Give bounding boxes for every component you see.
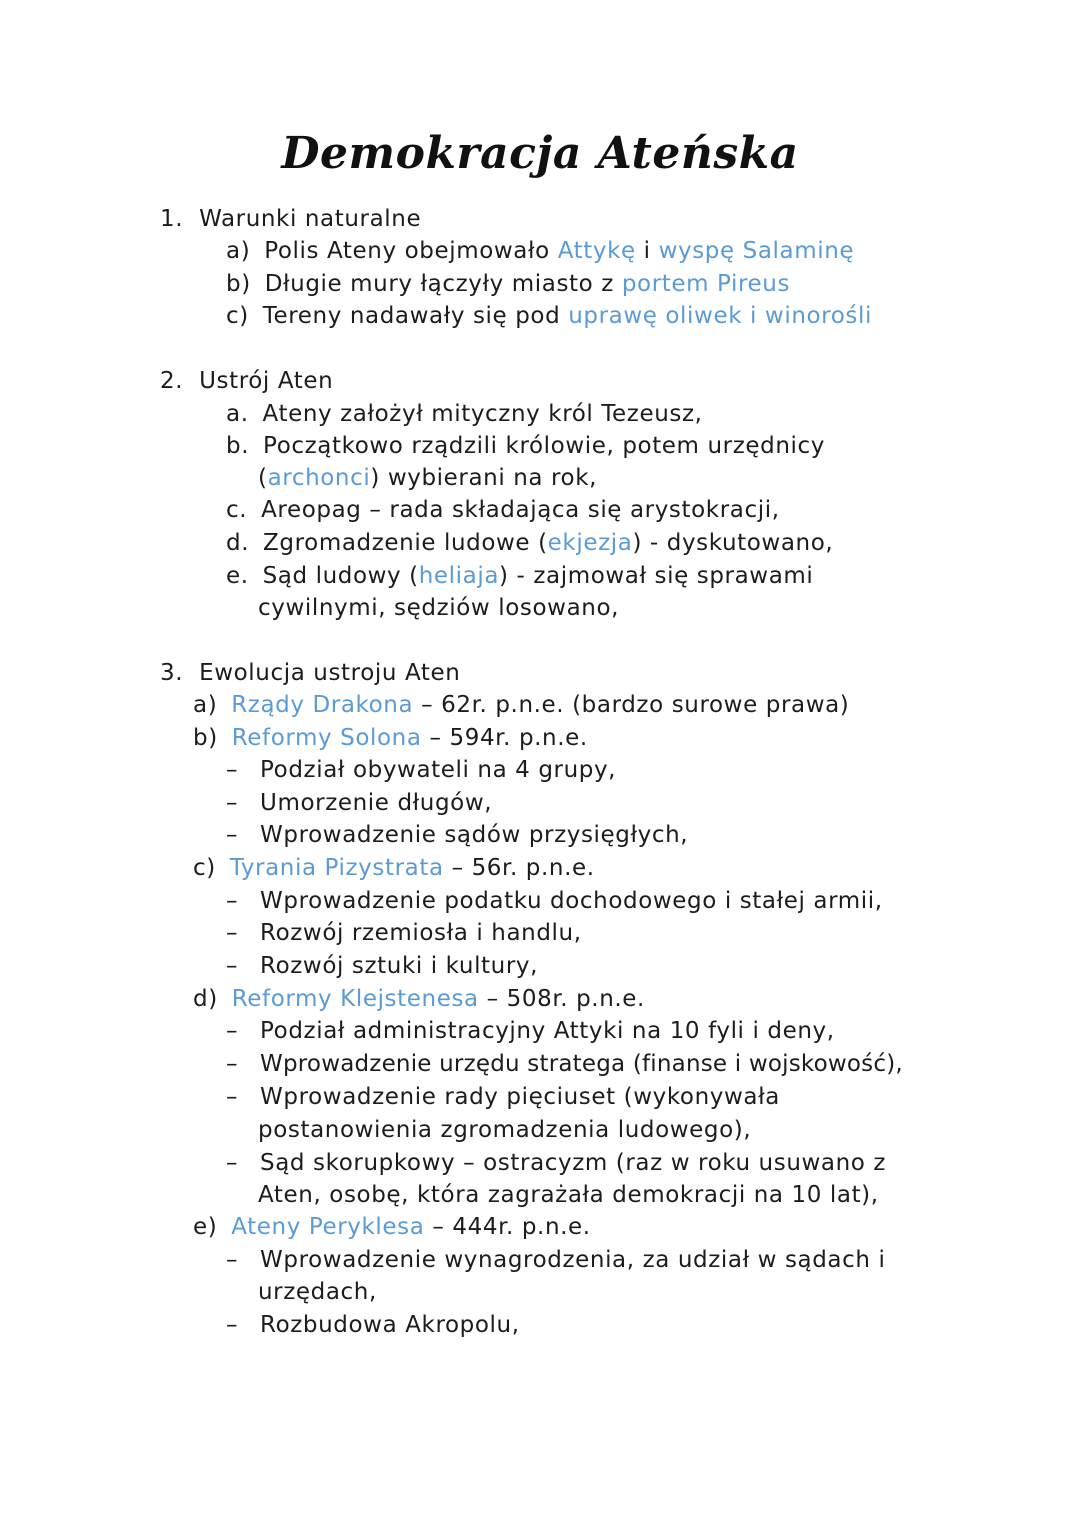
- bullet-point: [226, 1147, 886, 1179]
- item-text: Długie mury łączyły miasto z: [264, 271, 622, 297]
- section-3-heading: [160, 657, 460, 689]
- bullet-point: [226, 1309, 520, 1341]
- item-marker: c): [193, 855, 216, 881]
- item-text: Zgromadzenie ludowe (: [263, 530, 548, 556]
- bullet-point: [226, 1244, 885, 1276]
- point-text: Wprowadzenie podatku dochodowego i stałej armii,: [260, 888, 883, 914]
- highlight-term: ekjezja: [547, 530, 633, 556]
- period-name: Tyrania Pizystrata: [229, 855, 444, 881]
- bullet-point: [226, 1081, 780, 1113]
- item-text: Ateny założył mityczny król Tezeusz,: [262, 401, 703, 427]
- section-number: 1.: [160, 206, 184, 232]
- highlight-term: archonci: [267, 465, 371, 491]
- dash-marker: –: [226, 920, 239, 946]
- item-marker: c.: [226, 497, 248, 523]
- dash-marker: –: [226, 790, 239, 816]
- list-item: [226, 430, 825, 462]
- period-item: [193, 1211, 591, 1243]
- item-marker: b.: [226, 433, 250, 459]
- period-name: Ateny Peryklesa: [231, 1214, 425, 1240]
- period-item: [193, 722, 588, 754]
- item-text: ) - zajmował się sprawami: [499, 563, 814, 589]
- list-item: [226, 527, 833, 559]
- item-text: Początkowo rządzili królowie, potem urzędnicy: [263, 433, 825, 459]
- dash-marker: –: [226, 888, 239, 914]
- point-text: Rozbudowa Akropolu,: [260, 1312, 520, 1338]
- list-item-continuation: [258, 592, 619, 624]
- dash-marker: –: [226, 1051, 239, 1077]
- bullet-point-continuation: [258, 1179, 879, 1211]
- section-1-heading: [160, 203, 421, 235]
- item-text: ) - dyskutowano,: [632, 530, 834, 556]
- list-item-continuation: [258, 462, 597, 494]
- list-item: [226, 235, 854, 267]
- point-text: Podział administracyjny Attyki na 10 fyli i deny,: [260, 1018, 835, 1044]
- section-number: 3.: [160, 660, 184, 686]
- point-text: postanowienia zgromadzenia ludowego),: [258, 1117, 752, 1143]
- item-marker: d): [193, 986, 218, 1012]
- point-text: Rozwój sztuki i kultury,: [260, 953, 539, 979]
- period-item: [193, 983, 645, 1015]
- bullet-point: [226, 819, 688, 851]
- dash-marker: –: [226, 1018, 239, 1044]
- item-marker: a.: [226, 401, 249, 427]
- period-name: Reformy Solona: [231, 725, 422, 751]
- item-text: Sąd ludowy (: [262, 563, 419, 589]
- point-text: Sąd skorupkowy – ostracyzm (raz w roku usuwano z: [260, 1150, 887, 1176]
- list-item: [226, 300, 872, 332]
- item-text: i: [635, 238, 659, 264]
- page-title: Demokracja Ateńska: [281, 128, 799, 179]
- item-marker: e): [193, 1214, 218, 1240]
- point-text: urzędach,: [258, 1279, 377, 1305]
- bullet-point-continuation: [258, 1276, 377, 1308]
- point-text: Wprowadzenie sądów przysięgłych,: [260, 822, 689, 848]
- point-text: Rozwój rzemiosła i handlu,: [260, 920, 582, 946]
- highlight-term: portem Pireus: [621, 271, 791, 297]
- point-text: Umorzenie długów,: [260, 790, 493, 816]
- item-marker: c): [226, 303, 249, 329]
- item-text: cywilnymi, sędziów losowano,: [258, 595, 620, 621]
- item-text: Tereny nadawały się pod: [262, 303, 569, 329]
- period-date: – 594r. p.n.e.: [421, 725, 588, 751]
- bullet-point: [226, 950, 538, 982]
- period-date: – 62r. p.n.e. (bardzo surowe prawa): [413, 692, 850, 718]
- point-text: Podział obywateli na 4 grupy,: [260, 757, 617, 783]
- point-text: Aten, osobę, która zagrażała demokracji na 10 lat),: [258, 1182, 879, 1208]
- item-text: (: [258, 465, 268, 491]
- dash-marker: –: [226, 1150, 239, 1176]
- dash-marker: –: [226, 1312, 239, 1338]
- item-marker: a): [226, 238, 251, 264]
- list-item: [226, 494, 780, 526]
- item-marker: e.: [226, 563, 249, 589]
- period-name: Reformy Klejstenesa: [231, 986, 479, 1012]
- bullet-point: [226, 1048, 903, 1080]
- item-text: Areopag – rada składająca się arystokracji,: [261, 497, 780, 523]
- point-text: Wprowadzenie rady pięciuset (wykonywała: [260, 1084, 780, 1110]
- period-item: [193, 852, 595, 884]
- period-date: – 56r. p.n.e.: [443, 855, 595, 881]
- bullet-point: [226, 1015, 835, 1047]
- section-title: Ewolucja ustroju Aten: [199, 660, 461, 686]
- highlight-term: Attykę: [557, 238, 636, 264]
- list-item: [226, 560, 813, 592]
- list-item: [226, 268, 790, 300]
- section-number: 2.: [160, 368, 184, 394]
- dash-marker: –: [226, 953, 239, 979]
- period-date: – 444r. p.n.e.: [424, 1214, 591, 1240]
- point-text: Wprowadzenie urzędu stratega (finanse i wojskowość),: [260, 1051, 903, 1077]
- item-text: ) wybierani na rok,: [370, 465, 598, 491]
- item-text: Polis Ateny obejmowało: [264, 238, 558, 264]
- bullet-point: [226, 917, 582, 949]
- dash-marker: –: [226, 1084, 239, 1110]
- dash-marker: –: [226, 1247, 239, 1273]
- period-name: Rządy Drakona: [231, 692, 414, 718]
- dash-marker: –: [226, 757, 239, 783]
- period-item: [193, 689, 849, 721]
- point-text: Wprowadzenie wynagrodzenia, za udział w sądach i: [260, 1247, 886, 1273]
- section-title: Warunki naturalne: [199, 206, 422, 232]
- bullet-point: [226, 885, 883, 917]
- item-marker: b): [226, 271, 251, 297]
- item-marker: a): [193, 692, 218, 718]
- bullet-point-continuation: [258, 1114, 751, 1146]
- item-marker: b): [193, 725, 218, 751]
- highlight-term: heliaja: [418, 563, 500, 589]
- section-2-heading: [160, 365, 333, 397]
- highlight-term: wyspę Salaminę: [658, 238, 855, 264]
- bullet-point: [226, 754, 616, 786]
- highlight-term: uprawę oliwek i winorośli: [568, 303, 872, 329]
- section-title: Ustrój Aten: [199, 368, 334, 394]
- item-marker: d.: [226, 530, 250, 556]
- dash-marker: –: [226, 822, 239, 848]
- bullet-point: [226, 787, 492, 819]
- list-item: [226, 398, 703, 430]
- period-date: – 508r. p.n.e.: [478, 986, 645, 1012]
